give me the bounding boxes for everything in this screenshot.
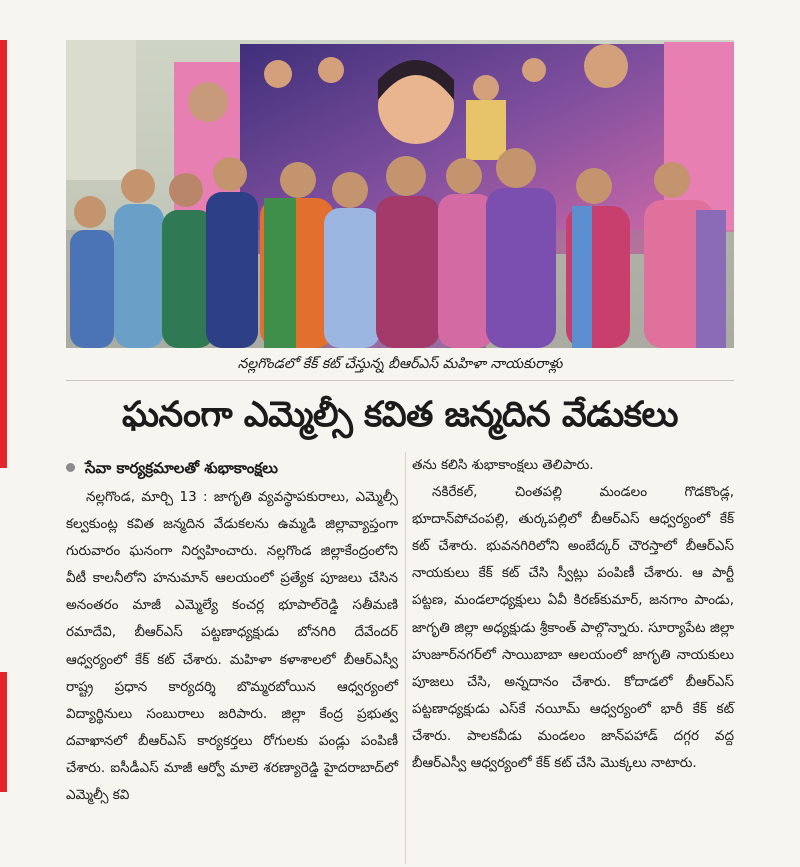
caption-divider xyxy=(66,380,734,381)
article-column-right xyxy=(412,452,734,777)
bullet-dot-icon xyxy=(66,463,75,472)
column-right-text: నకిరేకల్, చింతపల్లి మండలం గొడకొండ్ల, భూదాన్‌పోచంపల్లి, తుర్కపల్లిలో బీఆర్ఎస్ ఆధ్వర్యంలో కేక్ కట్ చేశారు. భువనగిరిలోని అంబేద్కర్ చౌరస్తాలో బీఆర్ఎస్ నాయకులు కేక్ కట్ చేసి స్వీట్లు పంపిణీ చేశారు. ఆ పార్టీ పట్టణ, మండలాధ్యక్షులు ఏవీ కిరణ్‌కుమార్, జనగాం పాండు, జాగృతి జిల్లా అధ్యక్షుడు శ్రీకాంత్ పాల్గొన్నారు. సూర్యాపేట జిల్లా హుజూర్‌నగర్‌లో సాయిబాబా ఆలయంలో జాగృతి నాయకులు పూజలు చేసి, అన్నదానం చేశారు. కోదాడలో బీఆర్ఎస్ పట్టణాధ్యక్షుడు ఎస్‌కే నయీమ్ ఆధ్వర్యంలో భారీ కేక్ కట్ చేశారు. పాలకవీడు మండలం జాన్‌పహాడ్ దగ్గర వద్ద బీఆర్ఎస్వీ ఆధ్వర్యంలో కేక్ కట్ చేసి మొక్కలు నాటారు. xyxy=(412,484,734,772)
news-photo xyxy=(66,40,734,348)
article-headline: ఘనంగా ఎమ్మెల్సీ కవిత జన్మదిన వేడుకలు xyxy=(122,395,678,435)
column-left-text: నల్లగొండ, మార్చి 13 : జాగృతి వ్యవస్థాపకురాలు, ఎమ్మెల్సీ కల్వకుంట్ల కవిత జన్మదిన వేడుకలను ఉమ్మడి జిల్లావ్యాప్తంగా గురువారం ఘనంగా నిర్వహించారు. నల్లగొండ జిల్లాకేంద్రంలోని వీటీ కాలనీలోని హనుమాన్ ఆలయంలో ప్రత్యేక పూజలు చేసిన అనంతరం మాజీ ఎమ్మెల్యే కంచర్ల భూపాల్‌రెడ్డి సతీమణి రమాదేవి, బీఆర్ఎస్ పట్టణాధ్యక్షుడు బోనగిరి దేవేందర్ ఆధ్వర్యంలో కేక్ కట్ చేశారు. మహిళా కళాశాలలో బీఆర్ఎస్వీ రాష్ట్ర ప్రధాన కార్యదర్శి బొమ్మరబోయిన ఆధ్వర్యంలో విద్యార్థినులు సంబురాలు జరిపారు. జిల్లా కేంద్ర ప్రభుత్వ దవాఖానలో బీఆర్ఎస్ కార్యకర్తలు రోగులకు పండ్లు పంపిణీ చేశారు. ఐసీడీఎస్ మాజీ ఆర్వో మాలె శరణ్యారెడ్డి హైదరాబాద్‌లో ఎమ్మెల్సీ కవి xyxy=(66,489,398,804)
article-subhead xyxy=(66,455,398,481)
photo-caption: నల్లగొండలో కేక్ కట్ చేస్తున్న బీఆర్ఎస్ మహిళా నాయకురాళ్లు xyxy=(237,356,563,372)
page-edge-accent-bottom xyxy=(0,672,7,792)
subhead-text: సేవా కార్యక్రమాలతో శుభాకాంక్షలు xyxy=(85,459,278,477)
page-edge-accent-top xyxy=(0,40,7,468)
column-divider xyxy=(405,452,406,864)
article-column-left xyxy=(66,484,398,809)
column-right-lead: తను కలిసి శుభాకాంక్షలు తెలిపారు. xyxy=(412,457,594,473)
